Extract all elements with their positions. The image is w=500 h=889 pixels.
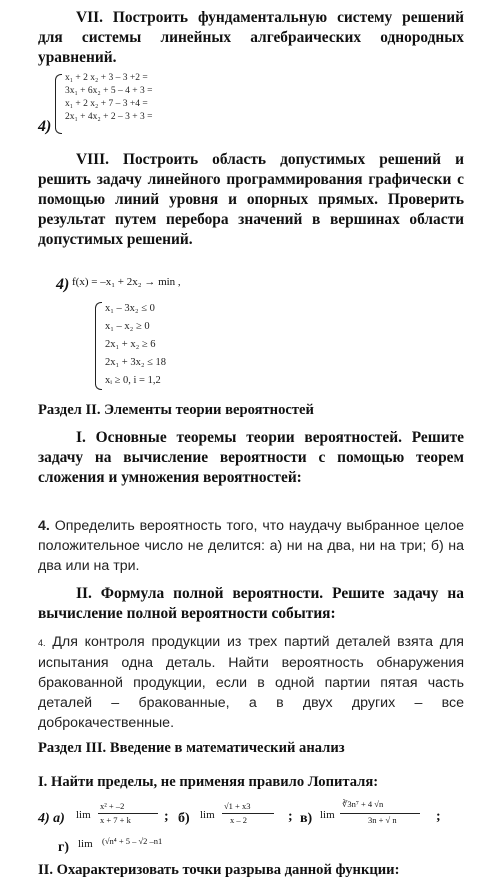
- limits-row: [38, 799, 478, 833]
- limit-g-label: г): [58, 840, 70, 855]
- constraint-1: x₁ – 3x₂ ≤ 0: [105, 303, 155, 314]
- task-4-probability: [38, 516, 464, 576]
- limit-g-lim: lim: [78, 838, 93, 850]
- linear-system-vii: [55, 72, 195, 134]
- task-number: 4.: [38, 638, 46, 648]
- limit-b-lim: lim: [200, 809, 215, 821]
- limit-a-denominator: x + 7 + k: [100, 815, 131, 825]
- constraint-5: xᵢ ≥ 0, i = 1,2: [105, 375, 161, 386]
- limits-label: 4) а): [38, 811, 65, 826]
- constraint-2: x₁ – x₂ ≥ 0: [105, 321, 150, 332]
- section-viii-heading: VIII. Построить область допустимых решений и решить задачу линейного программирования графически с помощью линий уровня и опорных прямых. Проверить результат путем перебора значений в вершинах области допустимых решений.: [38, 151, 464, 248]
- limit-b-label: б): [178, 811, 190, 826]
- task-number: 4.: [38, 518, 50, 534]
- equation-1: x₁ + 2 x₂ + 3 – 3 +2 =: [65, 73, 148, 83]
- objective-function: f(x) = –x₁ + 2x₂ → min ,: [72, 276, 181, 288]
- section-vii-heading: VII. Построить фундаментальную систему решений для системы линейных алгебраических однородных уравнений.: [38, 9, 464, 66]
- limit-g-expression: (√n⁴ + 5 – √2 –n1: [102, 836, 163, 846]
- constraint-4: 2x₁ + 3x₂ ≤ 18: [105, 357, 167, 368]
- limit-v-label: в): [300, 811, 313, 826]
- equation-2: 3x₁ + 6x₂ + 5 – 4 + 3 =: [65, 86, 153, 96]
- limit-b-denominator: x – 2: [230, 815, 247, 825]
- subsection-discontinuity-heading: II. Охарактеризовать точки разрыва данной функции:: [38, 862, 400, 878]
- limit-v-numerator: ∛3n⁷ + 4 √n: [342, 799, 384, 809]
- constraint-system: [95, 300, 215, 392]
- system-brace: [55, 74, 62, 134]
- task-4-total-probability: [38, 632, 464, 733]
- subsection-ii-heading: II. Формула полной вероятности. Решите задачу на вычисление полной вероятности события:: [38, 585, 464, 622]
- semicolon: ;: [164, 809, 169, 824]
- constraint-brace: [95, 302, 102, 390]
- semicolon: ;: [436, 809, 441, 824]
- limit-v-fraction-bar: [340, 813, 420, 814]
- section-ii-title: Раздел II. Элементы теории вероятностей: [38, 402, 314, 418]
- task-text: Определить вероятность того, что наудачу выбранное целое положительное число не делится: а) ни на два, ни на три; б) на два или на три.: [38, 518, 464, 574]
- limit-v-lim: lim: [320, 809, 335, 821]
- task-text: Для контроля продукции из трех партий деталей взята для испытания одна деталь. Найти вероятность обнаружения бракованной продукции, если в одной партии пятая часть деталей – бракованные, а в двух других – все доброкачественные.: [38, 634, 464, 731]
- constraint-3: 2x₁ + x₂ ≥ 6: [105, 339, 156, 350]
- limit-g-row: [58, 834, 258, 858]
- equation-4: 2x₁ + 4x₂ + 2 – 3 + 3 =: [65, 112, 153, 122]
- limit-a-lim: lim: [76, 809, 91, 821]
- equation-3: x₁ + 2 x₂ + 7 – 3 +4 =: [65, 99, 148, 109]
- semicolon: ;: [288, 809, 293, 824]
- subsection-i-heading: I. Основные теоремы теории вероятностей. Решите задачу на вычисление вероятности с помощью теорем сложения и умножения вероятностей:: [38, 429, 464, 486]
- subsection-limits-heading: I. Найти пределы, не применяя правило Лопиталя:: [38, 774, 379, 790]
- section-iii-title: Раздел III. Введение в математический анализ: [38, 740, 345, 756]
- task-label-viii: 4): [56, 276, 70, 293]
- task-label-vii: 4): [38, 118, 52, 135]
- limit-a-fraction-bar: [98, 813, 158, 814]
- limit-b-fraction-bar: [222, 813, 274, 814]
- limit-a-numerator: x² + –2: [100, 801, 125, 811]
- limit-v-denominator: 3n + √ n: [368, 815, 397, 825]
- limit-b-numerator: √1 + x3: [224, 801, 251, 811]
